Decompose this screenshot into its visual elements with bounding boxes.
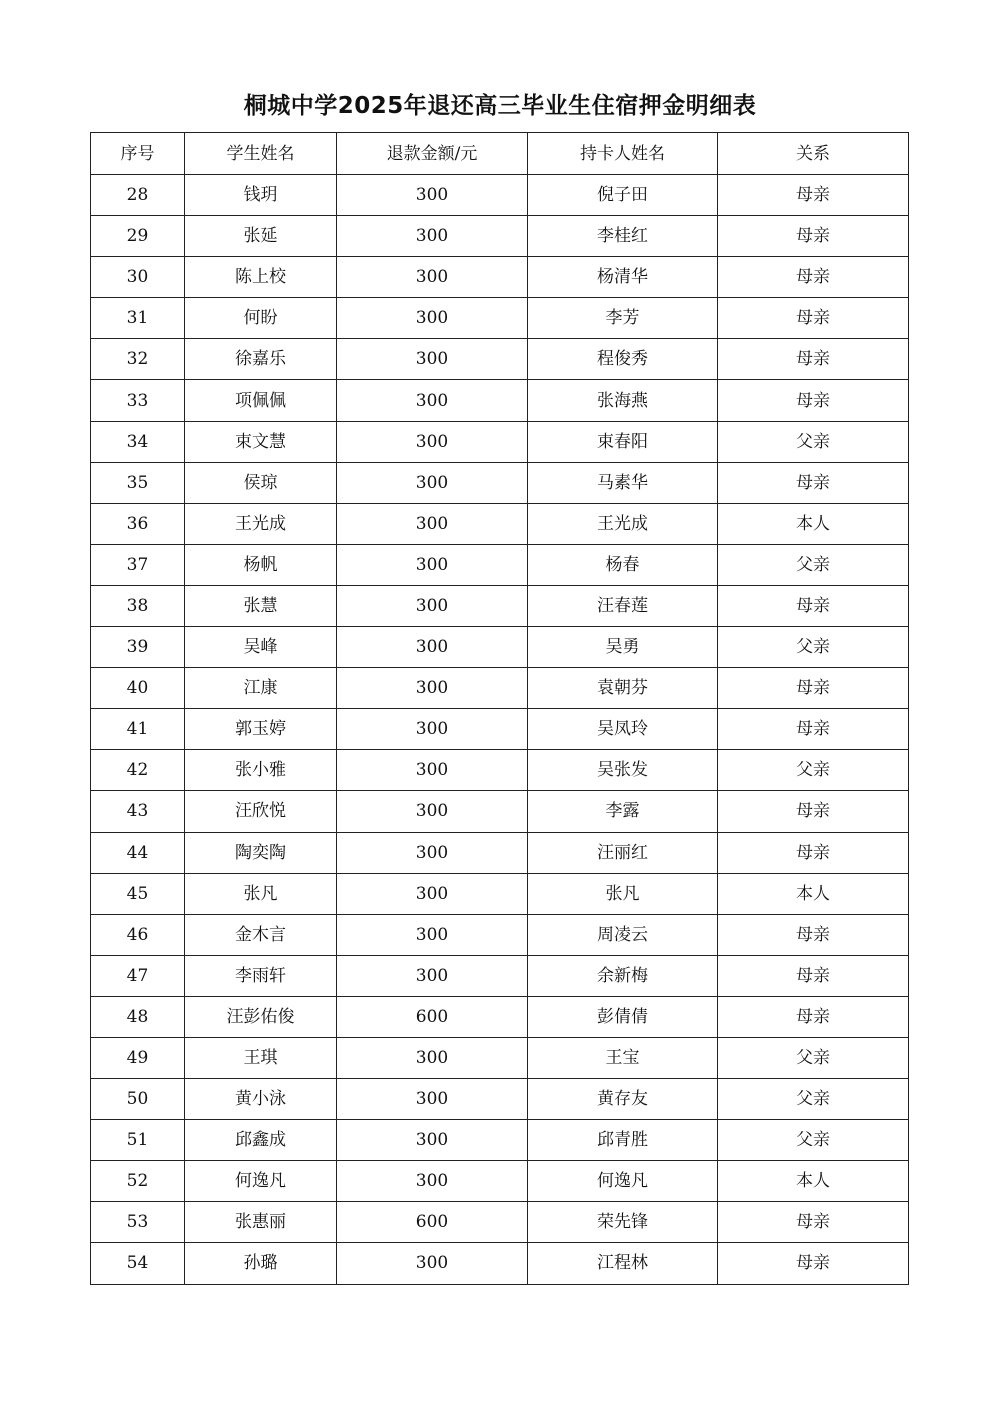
table-row	[91, 544, 909, 585]
cell-index: 43	[91, 791, 185, 832]
cell-student-name: 陶奕陶	[185, 832, 337, 873]
table-row	[91, 1243, 909, 1284]
cell-refund-amount: 600	[337, 996, 528, 1037]
cell-index: 28	[91, 175, 185, 216]
cell-refund-amount: 300	[337, 1037, 528, 1078]
cell-index: 46	[91, 914, 185, 955]
cell-student-name: 何逸凡	[185, 1161, 337, 1202]
cell-student-name: 张小雅	[185, 750, 337, 791]
cell-student-name: 张惠丽	[185, 1202, 337, 1243]
cell-index: 50	[91, 1079, 185, 1120]
header-cardholder-name: 持卡人姓名	[528, 133, 718, 175]
cell-relationship: 父亲	[718, 544, 909, 585]
header-relationship: 关系	[718, 133, 909, 175]
cell-refund-amount: 300	[337, 503, 528, 544]
table-row	[91, 914, 909, 955]
cell-relationship: 本人	[718, 1161, 909, 1202]
table-row	[91, 503, 909, 544]
header-refund-amount: 退款金额/元	[337, 133, 528, 175]
header-index: 序号	[91, 133, 185, 175]
table-row	[91, 462, 909, 503]
cell-relationship: 父亲	[718, 421, 909, 462]
cell-student-name: 黄小泳	[185, 1079, 337, 1120]
cell-student-name: 王光成	[185, 503, 337, 544]
cell-index: 35	[91, 462, 185, 503]
cell-relationship: 母亲	[718, 955, 909, 996]
cell-student-name: 徐嘉乐	[185, 339, 337, 380]
cell-refund-amount: 300	[337, 750, 528, 791]
table-row	[91, 257, 909, 298]
cell-index: 33	[91, 380, 185, 421]
table-row	[91, 339, 909, 380]
table-row	[91, 996, 909, 1037]
cell-relationship: 母亲	[718, 462, 909, 503]
cell-index: 49	[91, 1037, 185, 1078]
cell-cardholder-name: 马素华	[528, 462, 718, 503]
cell-relationship: 母亲	[718, 380, 909, 421]
cell-student-name: 汪彭佑俊	[185, 996, 337, 1037]
cell-student-name: 孙璐	[185, 1243, 337, 1284]
cell-relationship: 母亲	[718, 175, 909, 216]
cell-relationship: 母亲	[718, 257, 909, 298]
cell-relationship: 母亲	[718, 914, 909, 955]
cell-index: 42	[91, 750, 185, 791]
table-row	[91, 668, 909, 709]
table-row	[91, 873, 909, 914]
cell-refund-amount: 300	[337, 216, 528, 257]
cell-refund-amount: 300	[337, 1079, 528, 1120]
cell-student-name: 汪欣悦	[185, 791, 337, 832]
cell-cardholder-name: 张凡	[528, 873, 718, 914]
table-row	[91, 585, 909, 626]
cell-cardholder-name: 杨春	[528, 544, 718, 585]
cell-index: 44	[91, 832, 185, 873]
cell-refund-amount: 300	[337, 380, 528, 421]
cell-index: 39	[91, 627, 185, 668]
cell-index: 51	[91, 1120, 185, 1161]
cell-index: 47	[91, 955, 185, 996]
cell-cardholder-name: 王光成	[528, 503, 718, 544]
table-row	[91, 832, 909, 873]
table-row	[91, 380, 909, 421]
cell-relationship: 母亲	[718, 1243, 909, 1284]
cell-refund-amount: 300	[337, 873, 528, 914]
cell-cardholder-name: 吴凤玲	[528, 709, 718, 750]
cell-cardholder-name: 程俊秀	[528, 339, 718, 380]
cell-cardholder-name: 周凌云	[528, 914, 718, 955]
cell-index: 32	[91, 339, 185, 380]
table-row	[91, 1202, 909, 1243]
cell-relationship: 母亲	[718, 791, 909, 832]
cell-cardholder-name: 李桂红	[528, 216, 718, 257]
cell-refund-amount: 300	[337, 791, 528, 832]
cell-student-name: 张延	[185, 216, 337, 257]
cell-cardholder-name: 倪子田	[528, 175, 718, 216]
cell-cardholder-name: 吴张发	[528, 750, 718, 791]
table-row	[91, 1079, 909, 1120]
table-row	[91, 791, 909, 832]
table-row	[91, 1037, 909, 1078]
table-body	[91, 175, 909, 1285]
cell-refund-amount: 300	[337, 627, 528, 668]
cell-relationship: 母亲	[718, 709, 909, 750]
cell-refund-amount: 300	[337, 462, 528, 503]
cell-student-name: 侯琼	[185, 462, 337, 503]
cell-cardholder-name: 吴勇	[528, 627, 718, 668]
cell-index: 53	[91, 1202, 185, 1243]
cell-index: 45	[91, 873, 185, 914]
cell-student-name: 王琪	[185, 1037, 337, 1078]
cell-refund-amount: 300	[337, 832, 528, 873]
document-title: 桐城中学2025年退还高三毕业生住宿押金明细表	[243, 93, 757, 119]
cell-student-name: 束文慧	[185, 421, 337, 462]
cell-cardholder-name: 荣先锋	[528, 1202, 718, 1243]
cell-relationship: 本人	[718, 503, 909, 544]
table-row	[91, 1120, 909, 1161]
cell-student-name: 张凡	[185, 873, 337, 914]
table-row	[91, 627, 909, 668]
cell-cardholder-name: 杨清华	[528, 257, 718, 298]
cell-relationship: 母亲	[718, 1202, 909, 1243]
cell-refund-amount: 300	[337, 1161, 528, 1202]
cell-relationship: 父亲	[718, 1120, 909, 1161]
cell-relationship: 父亲	[718, 750, 909, 791]
cell-refund-amount: 300	[337, 668, 528, 709]
cell-cardholder-name: 束春阳	[528, 421, 718, 462]
cell-cardholder-name: 张海燕	[528, 380, 718, 421]
cell-student-name: 金木言	[185, 914, 337, 955]
cell-refund-amount: 300	[337, 914, 528, 955]
cell-relationship: 母亲	[718, 832, 909, 873]
cell-student-name: 项佩佩	[185, 380, 337, 421]
cell-cardholder-name: 邱青胜	[528, 1120, 718, 1161]
cell-cardholder-name: 袁朝芬	[528, 668, 718, 709]
cell-refund-amount: 600	[337, 1202, 528, 1243]
cell-cardholder-name: 汪丽红	[528, 832, 718, 873]
header-student-name: 学生姓名	[185, 133, 337, 175]
cell-index: 52	[91, 1161, 185, 1202]
cell-index: 30	[91, 257, 185, 298]
cell-student-name: 郭玉婷	[185, 709, 337, 750]
cell-refund-amount: 300	[337, 955, 528, 996]
cell-student-name: 李雨轩	[185, 955, 337, 996]
cell-refund-amount: 300	[337, 709, 528, 750]
table-row	[91, 955, 909, 996]
cell-relationship: 母亲	[718, 339, 909, 380]
cell-cardholder-name: 王宝	[528, 1037, 718, 1078]
cell-student-name: 吴峰	[185, 627, 337, 668]
table-row	[91, 750, 909, 791]
cell-refund-amount: 300	[337, 1243, 528, 1284]
cell-relationship: 父亲	[718, 1037, 909, 1078]
cell-refund-amount: 300	[337, 1120, 528, 1161]
cell-student-name: 陈上校	[185, 257, 337, 298]
table-row	[91, 1161, 909, 1202]
cell-refund-amount: 300	[337, 544, 528, 585]
cell-relationship: 母亲	[718, 668, 909, 709]
cell-cardholder-name: 李芳	[528, 298, 718, 339]
cell-index: 40	[91, 668, 185, 709]
cell-relationship: 父亲	[718, 1079, 909, 1120]
cell-refund-amount: 300	[337, 257, 528, 298]
cell-index: 31	[91, 298, 185, 339]
cell-index: 37	[91, 544, 185, 585]
cell-cardholder-name: 何逸凡	[528, 1161, 718, 1202]
cell-student-name: 邱鑫成	[185, 1120, 337, 1161]
cell-student-name: 江康	[185, 668, 337, 709]
cell-index: 38	[91, 585, 185, 626]
cell-cardholder-name: 李露	[528, 791, 718, 832]
cell-index: 36	[91, 503, 185, 544]
refund-detail-table	[90, 132, 909, 1285]
cell-student-name: 钱玥	[185, 175, 337, 216]
cell-index: 54	[91, 1243, 185, 1284]
cell-relationship: 母亲	[718, 298, 909, 339]
cell-relationship: 母亲	[718, 585, 909, 626]
cell-refund-amount: 300	[337, 339, 528, 380]
cell-refund-amount: 300	[337, 585, 528, 626]
cell-relationship: 母亲	[718, 216, 909, 257]
cell-cardholder-name: 余新梅	[528, 955, 718, 996]
cell-cardholder-name: 汪春莲	[528, 585, 718, 626]
table-row	[91, 421, 909, 462]
table-row	[91, 298, 909, 339]
cell-cardholder-name: 江程林	[528, 1243, 718, 1284]
table-header-row	[91, 133, 909, 175]
cell-cardholder-name: 黄存友	[528, 1079, 718, 1120]
cell-refund-amount: 300	[337, 421, 528, 462]
cell-index: 34	[91, 421, 185, 462]
cell-index: 41	[91, 709, 185, 750]
cell-student-name: 张慧	[185, 585, 337, 626]
table-row	[91, 216, 909, 257]
table-row	[91, 175, 909, 216]
cell-relationship: 父亲	[718, 627, 909, 668]
cell-student-name: 何盼	[185, 298, 337, 339]
cell-refund-amount: 300	[337, 298, 528, 339]
cell-refund-amount: 300	[337, 175, 528, 216]
table-row	[91, 709, 909, 750]
cell-student-name: 杨帆	[185, 544, 337, 585]
cell-index: 29	[91, 216, 185, 257]
cell-relationship: 母亲	[718, 996, 909, 1037]
cell-relationship: 本人	[718, 873, 909, 914]
cell-cardholder-name: 彭倩倩	[528, 996, 718, 1037]
cell-index: 48	[91, 996, 185, 1037]
